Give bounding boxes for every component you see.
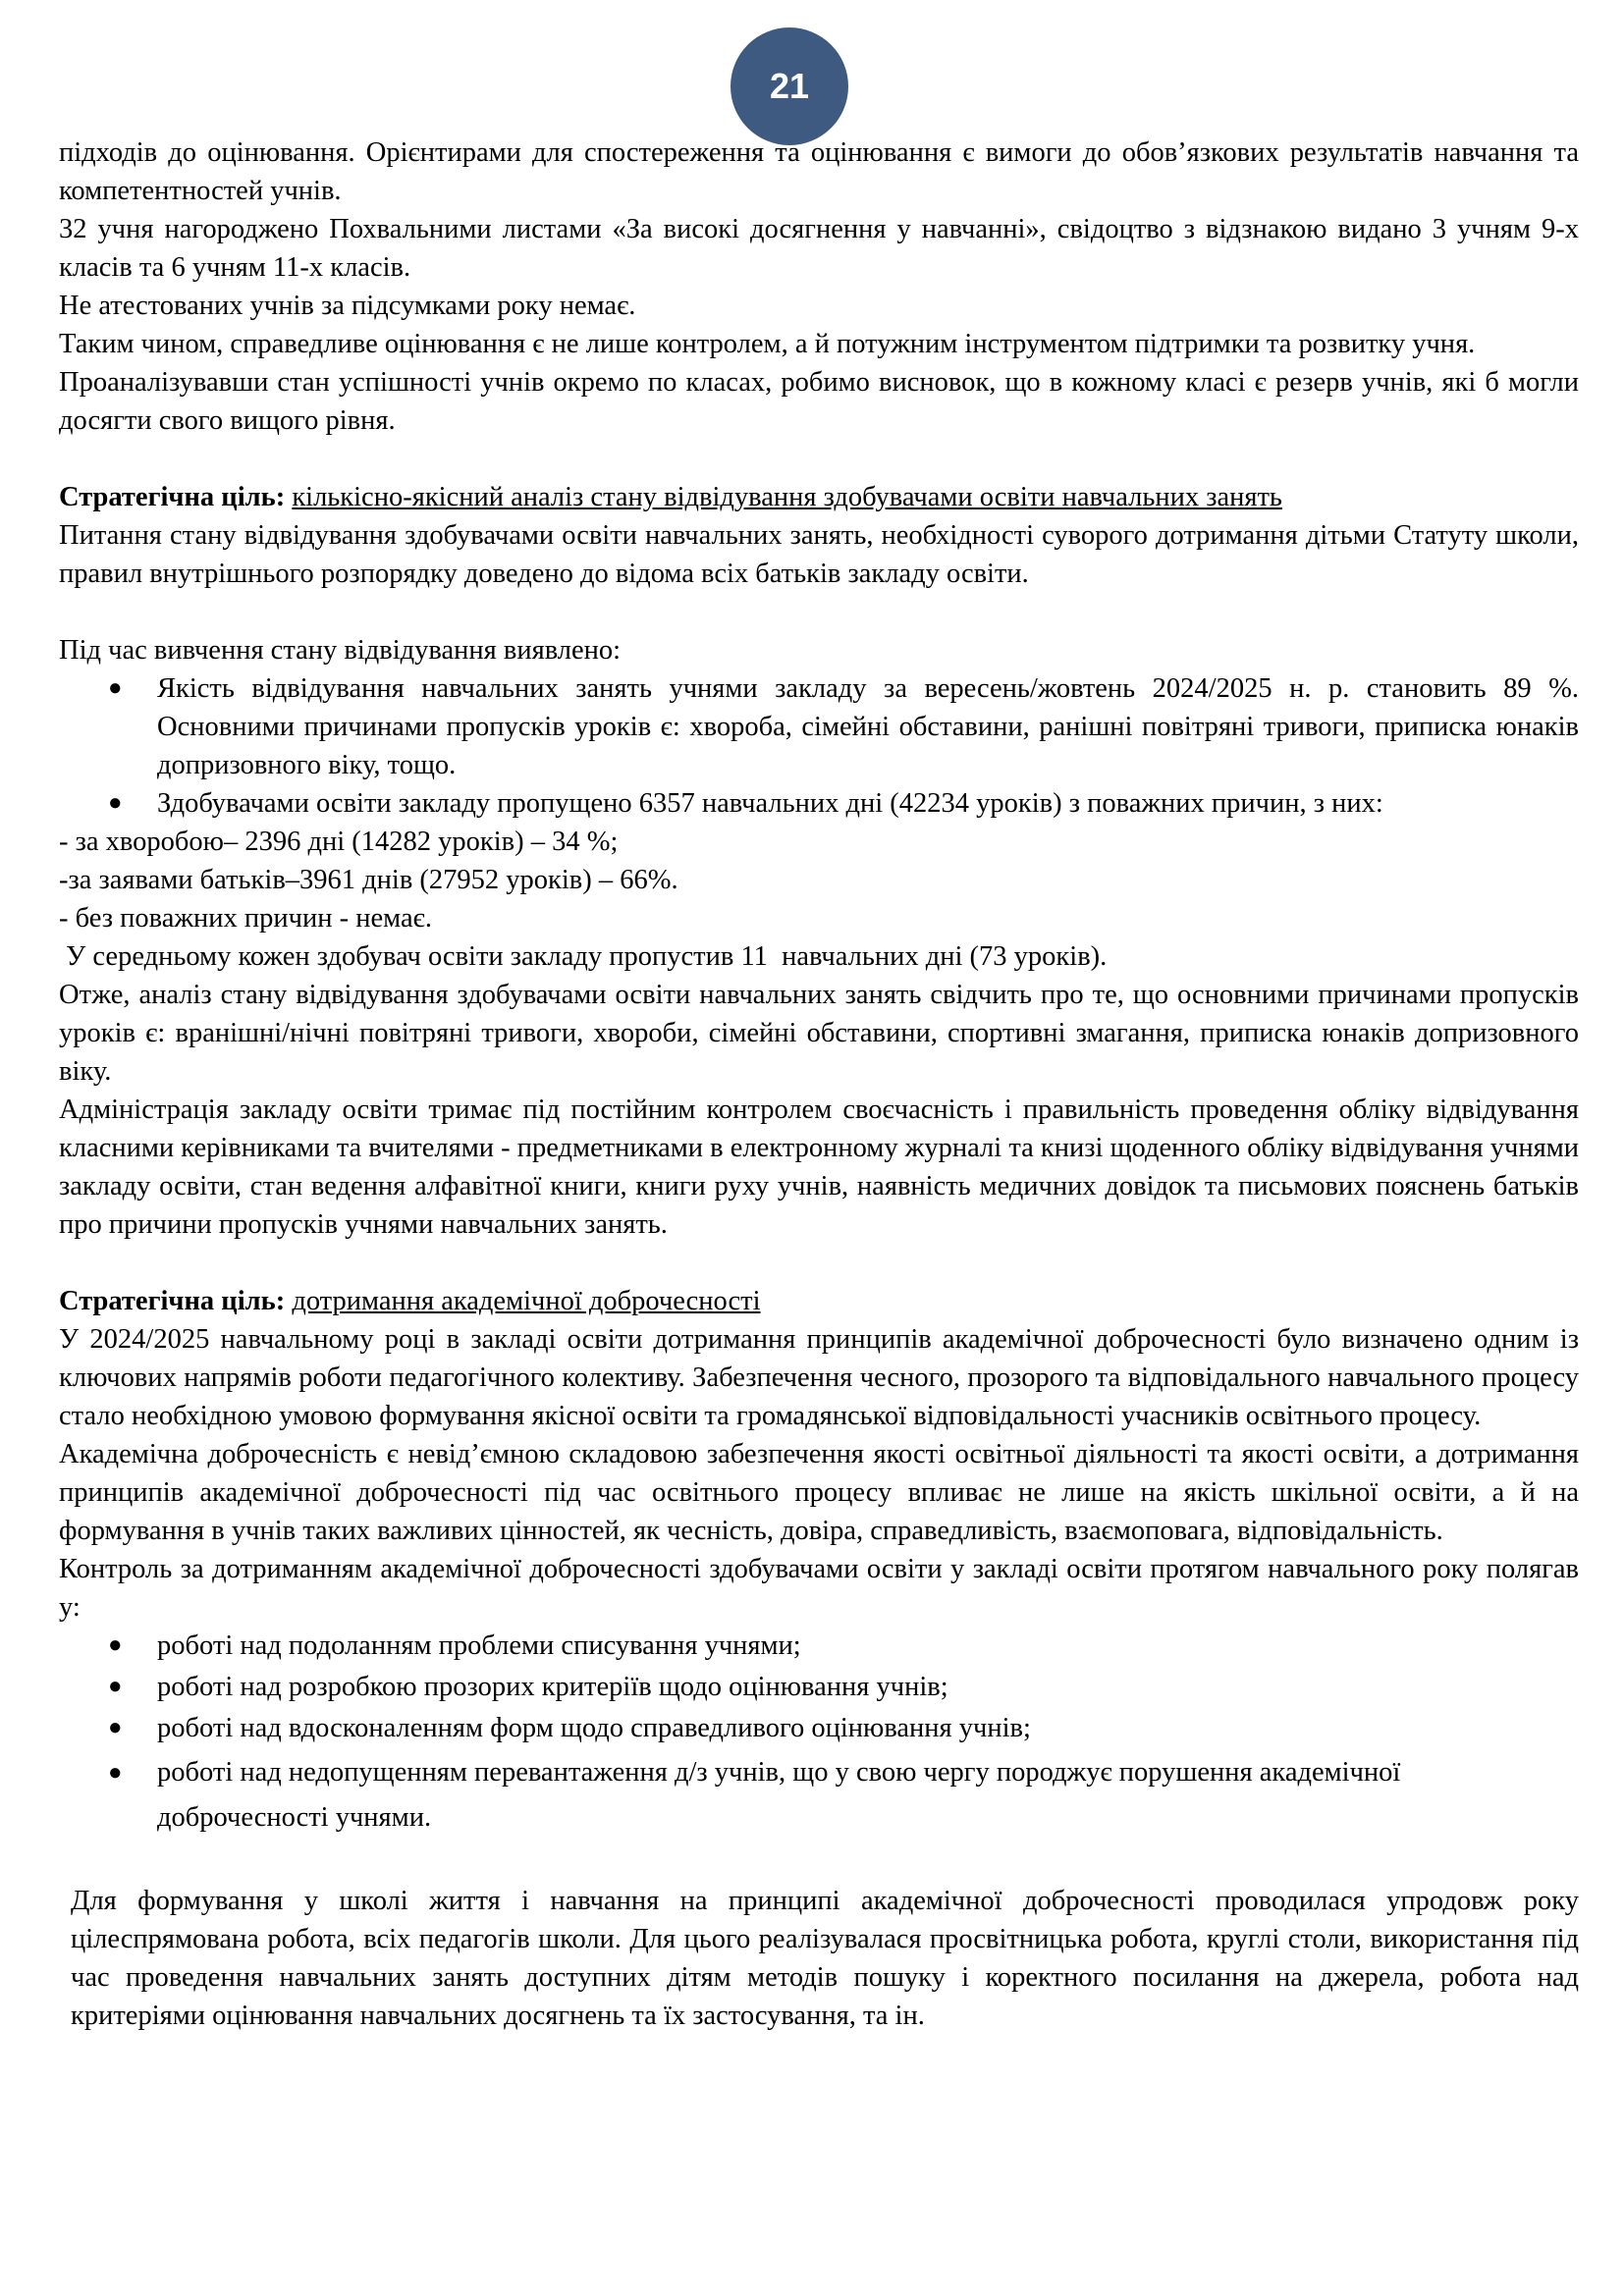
stat-line: У середньому кожен здобувач освіти закладу пропустив 11 навчальних дні (73 уроків). bbox=[59, 941, 1108, 972]
spacer bbox=[59, 1843, 1579, 1882]
list-item: ● роботі над розробкою прозорих критеріїв щодо оцінювання учнів; bbox=[59, 1668, 1579, 1706]
list-item: ● роботі над вдосконаленням форм щодо справедливого оцінювання учнів; bbox=[59, 1709, 1579, 1747]
section1-findings-list bbox=[59, 669, 1579, 823]
section2-heading bbox=[59, 1282, 1579, 1320]
intro-paragraph-4: Таким чином, справедливе оцінювання є не лише контролем, а й потужним інструментом підтримки та розвитку учня. bbox=[59, 329, 1476, 359]
intro-paragraph-1: підходів до оцінювання. Орієнтирами для спостереження та оцінювання є вимоги до обов’язкових результатів навчання та компетентностей учнів. bbox=[59, 137, 1579, 206]
intro-paragraph-3: Не атестованих учнів за підсумками року немає. bbox=[59, 291, 636, 321]
intro-paragraph-5: Проаналізувавши стан успішності учнів окремо по класах, робимо висновок, що в кожному класі є резерв учнів, які б могли досягти свого вищого рівня. bbox=[59, 367, 1579, 436]
section1-paragraph: Питання стану відвідування здобувачами освіти навчальних занять, необхідності суворого дотримання дітьми Статуту школи, правил внутрішнього розпорядку доведено до відома всіх батьків закладу освіти. bbox=[59, 520, 1579, 589]
section1-conclusion: Отже, аналіз стану відвідування здобувачами освіти навчальних занять свідчить про те, що основними причинами пропусків уроків є: вранішні/нічні повітряні тривоги, хвороби, сімейні обставини, спортивні змагання, приписка юнаків допризовного віку. bbox=[59, 980, 1579, 1087]
list-item: ● Здобувачами освіти закладу пропущено 6357 навчальних дні (42234 уроків) з поважних причин, з них: bbox=[59, 784, 1579, 823]
spacer bbox=[59, 1244, 1579, 1282]
page-number: 21 bbox=[769, 66, 810, 106]
list-item: ● Якість відвідування навчальних занять учнями закладу за вересень/жовтень 2024/2025 н. р. становить 89 %. Основними причинами пропусків уроків є: хвороба, сімейні обставини, ранішні повітряні тривоги, приписка юнаків допризовного віку, тощо. bbox=[59, 669, 1579, 784]
stat-line: -за заявами батьків–3961 днів (27952 уроків) – 66%. bbox=[59, 865, 678, 895]
list-item: ● роботі над недопущенням перевантаження д/з учнів, що у свою чергу породжує порушення академічної доброчесності учнями. bbox=[59, 1750, 1579, 1841]
section1-heading-label: Стратегічна ціль: bbox=[59, 482, 286, 512]
section1-heading bbox=[59, 478, 1579, 516]
section2-paragraph-2: Академічна доброчесність є невід’ємною складовою забезпечення якості освітньої діяльності та якості освіти, а дотримання принципів академічної доброчесності під час освітнього процесу впливає не лише на якість шкільної освіти, а й на формування в учнів таких важливих цінностей, як чесність, довіра, справедливість, взаємоповага, відповідальність. bbox=[59, 1439, 1579, 1546]
section2-heading-label: Стратегічна ціль: bbox=[59, 1286, 286, 1316]
section2-paragraph-1: У 2024/2025 навчальному році в закладі освіти дотримання принципів академічної доброчесності було визначено одним із ключових напрямів роботи педагогічного колективу. Забезпечення чесного, прозорого та відповідального навчального процесу стало необхідною умовою формування якісної освіти та громадянської відповідальності учасників освітнього процесу. bbox=[59, 1324, 1579, 1431]
section1-admin-paragraph: Адміністрація закладу освіти тримає під постійним контролем своєчасність і правильність проведення обліку відвідування класними керівниками та вчителями - предметниками в електронному журналі та книзі щоденного обліку відвідування учнями закладу освіти, стан ведення алфавітної книги, книги руху учнів, наявність медичних довідок та письмових пояснень батьків про причини пропусків учнями навчальних занять. bbox=[59, 1095, 1579, 1240]
section1-heading-topic: кількісно-якісний аналіз стану відвідування здобувачами освіти навчальних занять bbox=[292, 482, 1282, 512]
list-item: ● роботі над подоланням проблеми списування учнями; bbox=[59, 1627, 1579, 1665]
section1-findings-intro: Під час вивчення стану відвідування виявлено: bbox=[59, 635, 622, 666]
section2-heading-topic: дотримання академічної доброчесності bbox=[292, 1286, 761, 1316]
intro-paragraph-2: 32 учня нагороджено Похвальними листами «За високі досягнення у навчанні», свідоцтво з відзнакою видано 3 учням 9-х класів та 6 учням 11-х класів. bbox=[59, 214, 1579, 283]
stat-line: - без поважних причин - немає. bbox=[59, 903, 433, 934]
spacer bbox=[59, 440, 1579, 478]
section2-control-list bbox=[59, 1627, 1579, 1841]
spacer bbox=[59, 593, 1579, 631]
document-body bbox=[59, 133, 1579, 2035]
stat-line: - за хворобою– 2396 дні (14282 уроків) – 34 %; bbox=[59, 827, 619, 857]
section2-closing-paragraph: Для формування у школі життя і навчання на принципі академічної доброчесності проводилася упродовж року цілеспрямована робота, всіх педагогів школи. Для цього реалізувалася просвітницька робота, круглі столи, використання під час проведення навчальних занять доступних дітям методів пошуку і коректного посилання на джерела, робота над критеріями оцінювання навчальних досягнень та їх застосування, та ін. bbox=[71, 1886, 1579, 2031]
page-number-badge bbox=[731, 27, 848, 145]
section2-paragraph-3: Контроль за дотриманням академічної доброчесності здобувачами освіти у закладі освіти протягом навчального року полягав у: bbox=[59, 1554, 1579, 1623]
